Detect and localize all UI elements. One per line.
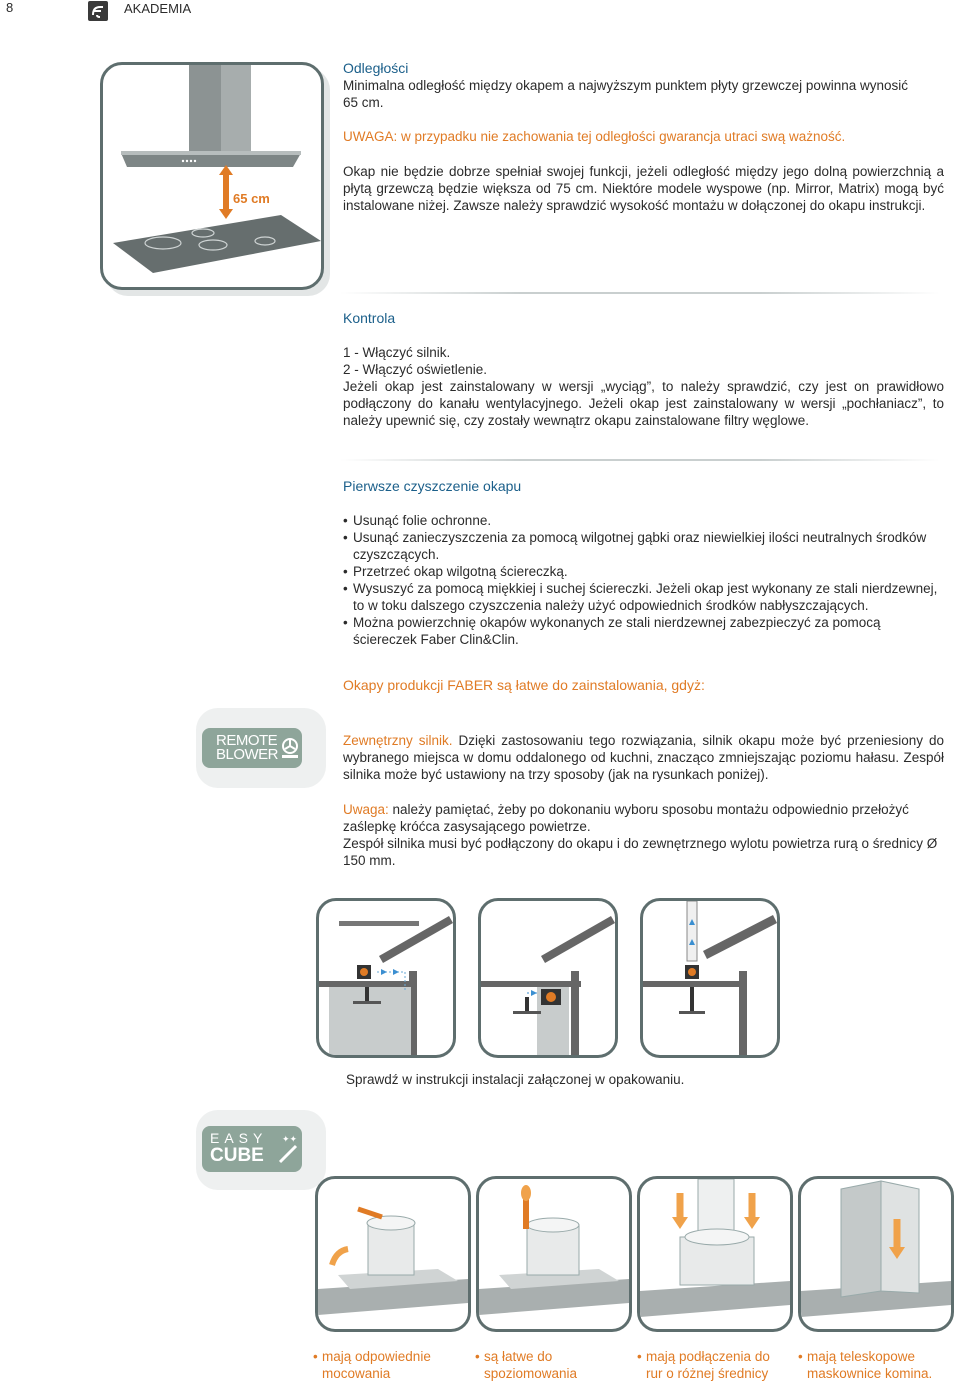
- blower-setup-figure-2: [478, 898, 618, 1058]
- feature-pipe-connections: • mają podłączenia do rur o różnej średnicy: [637, 1349, 770, 1381]
- blower-setup-figure-3: [640, 898, 780, 1058]
- easy-cube-logo-line2: CUBE: [210, 1145, 264, 1166]
- list-item: • Wysuszyć za pomocą miękkiej i suchej ściereczki. Jeżeli okap jest wykonany ze stali nierdzewnej, to w toku dalszego czyszczenia należy użyć odpowiednich środków nabłyszczających.: [343, 580, 946, 614]
- distances-paragraph-2: Okap nie będzie dobrze spełniał swojej funkcji, jeżeli odległość między jego dolną powierzchnią a płytą grzewczą będzie większa od 75 cm. Niektóre modele wyspowe (np. Mirror, Matrix) mogą być instalowane niżej. Zawsze należy sprawdzić wysokość montażu w dołączonej do okapu instrukcji.: [343, 164, 944, 213]
- distance-label: 65 cm: [233, 191, 270, 206]
- fan-icon: [280, 736, 300, 760]
- easy-cube-figure-1: [315, 1176, 471, 1332]
- list-item: • Usunąć folie ochronne.: [343, 512, 946, 529]
- easy-cube-figure-4: [798, 1176, 954, 1332]
- easy-cube-figure-3: [637, 1176, 793, 1332]
- remote-blower-paragraph-1: Zewnętrzny silnik. Dzięki zastosowaniu tego rozwiązania, silnik okapu może być przeniesiony do wybranego miejsca w domu oddalonego od kuchni, znacząco zmniejszając poziomu hałasu. Zespół silnika może być ustawiony na trzy sposoby (jak na rysunkach poniżej).: [343, 733, 944, 782]
- easy-install-title: Okapy produkcji FABER są łatwe do zainstalowania, gdyż:: [343, 677, 705, 693]
- easy-cube-figure-2: [476, 1176, 632, 1332]
- control-step-2: 2 - Włączyć oświetlenie.: [343, 362, 488, 377]
- remote-blower-paragraph-2: Uwaga: należy pamiętać, żeby po dokonaniu wyboru sposobu montażu odpowiednio przełożyć zaślepkę króćca zasysającego powietrze.: [343, 802, 909, 834]
- easy-cube-logo: [202, 1126, 302, 1172]
- page-number: 8: [6, 0, 14, 15]
- cleaning-title: Pierwsze czyszczenie okapu: [343, 478, 522, 494]
- remote-blower-badge: [196, 708, 326, 788]
- remote-blower-logo-line2: BLOWER: [216, 746, 279, 763]
- faber-logo-icon: [88, 1, 108, 21]
- control-paragraph: Jeżeli okap jest zainstalowany w wersji „wyciąg”, to należy sprawdzić, czy jest on prawidłowo podłączony do kanału wentylacyjnego. Jeżeli okap jest zainstalowany w wersji „pochłaniacz”, to należy upewnić się, czy zostały wewnątrz okapu zainstalowane filtry węglowe.: [343, 379, 944, 428]
- distance-figure: [100, 62, 324, 290]
- distances-title: Odległości: [343, 60, 409, 76]
- installation-note: Sprawdź w instrukcji instalacji załączonej w opakowaniu.: [346, 1072, 685, 1087]
- list-item: • Można powierzchnię okapów wykonanych ze stali nierdzewnej zabezpieczyć za pomocą ściereczek Faber Clin&Clin.: [343, 614, 946, 648]
- svg-text:✦✦: ✦✦: [282, 1135, 298, 1145]
- feature-leveling: • są łatwe do spoziomowania: [475, 1349, 578, 1381]
- list-item: • Przetrzeć okap wilgotną ściereczką.: [343, 563, 946, 580]
- easy-cube-badge: [196, 1110, 326, 1190]
- easy-cube-logo-line1: EASY: [210, 1130, 268, 1146]
- remote-blower-logo-line1: REMOTE: [216, 732, 278, 749]
- control-step-1: 1 - Włączyć silnik.: [343, 345, 451, 360]
- divider: [340, 459, 940, 461]
- remote-blower-lead: Zewnętrzny silnik.: [343, 733, 453, 748]
- control-title: Kontrola: [343, 310, 396, 326]
- blower-setup-figure-1: [316, 898, 456, 1058]
- remote-blower-paragraph-3: Zespół silnika musi być podłączony do okapu i do zewnętrznego wylotu powietrza rurą o średnicy Ø 150 mm.: [343, 836, 938, 868]
- divider: [340, 292, 940, 294]
- section-header-title: AKADEMIA: [124, 1, 192, 16]
- cleaning-list: [343, 512, 946, 648]
- feature-mounting: • mają odpowiednie mocowania: [313, 1349, 431, 1381]
- magic-wand-icon: [276, 1132, 300, 1166]
- hood-over-hob-illustration: [103, 65, 321, 287]
- distances-warning: UWAGA: w przypadku nie zachowania tej odległości gwarancja utraci swą ważność.: [343, 129, 846, 144]
- distances-paragraph-1: Minimalna odległość między okapem a najwyższym punktem płyty grzewczej powinna wynosić 65 cm.: [343, 78, 908, 110]
- list-item: • Usunąć zanieczyszczenia za pomocą wilgotnej gąbki oraz niewielkiej ilości neutralnych środków czyszczących.: [343, 529, 946, 563]
- remote-blower-logo: [202, 728, 302, 768]
- feature-telescopic-chimney: • mają teleskopowe maskownice komina.: [798, 1349, 933, 1381]
- remote-blower-warning-lead: Uwaga:: [343, 802, 389, 817]
